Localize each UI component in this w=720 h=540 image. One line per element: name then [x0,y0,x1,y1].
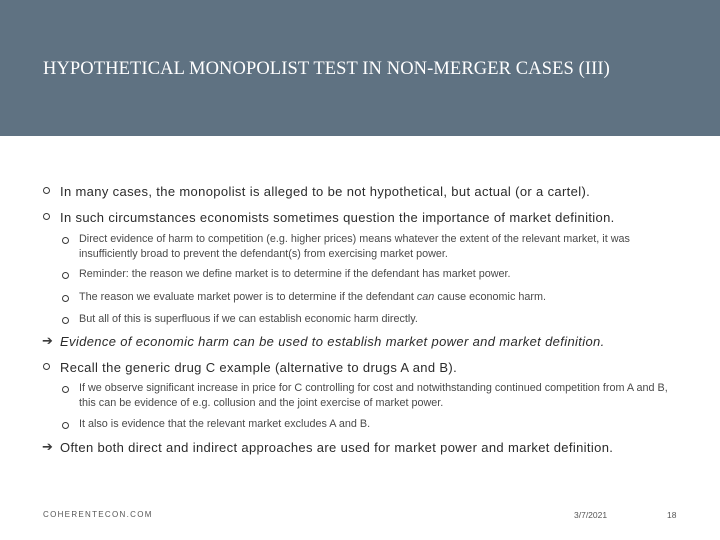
emphasis-text: can [416,291,435,303]
hollow-circle-icon [62,386,69,393]
page-number: 18 [667,510,677,520]
sub-bullet-text: It also is evidence that the relevant market excludes A and B. [79,418,371,430]
sub-bullet-text: Reminder: the reason we define market is to determine if the defendant has market power. [79,268,511,280]
hollow-circle-icon [43,187,50,194]
bullet-text: In such circumstances economists sometimes question the importance of market definition. [60,210,615,225]
sub-bullet-text-part: cause economic harm. [434,291,546,303]
slide-title: HYPOTHETICAL MONOPOLIST TEST IN NON-MERGER CASES (III) [43,59,610,79]
sub-bullet-text: If we observe significant increase in price for C controlling for cost and notwithstanding continued competition from A and B, this can be evidence of e.g. collusion and the joint exercise of market power. [79,382,668,409]
right-arrow-icon: ➔ [42,334,53,349]
hollow-circle-icon [62,295,69,302]
conclusion-text: Evidence of economic harm can be used to establish market power and market definition. [60,334,605,349]
title-banner [0,0,720,136]
hollow-circle-icon [62,422,69,429]
right-arrow-icon: ➔ [42,440,53,455]
sub-bullet-text: But all of this is superfluous if we can establish economic harm directly. [79,313,418,325]
hollow-circle-icon [62,317,69,324]
hollow-circle-icon [62,237,69,244]
footer-website: COHERENTECON.COM [43,510,153,519]
hollow-circle-icon [43,363,50,370]
hollow-circle-icon [43,213,50,220]
bullet-text: In many cases, the monopolist is alleged to be not hypothetical, but actual (or a cartel). [60,184,591,199]
conclusion-text: Often both direct and indirect approaches are used for market power and market definition. [60,440,614,455]
footer-date: 3/7/2021 [574,510,608,520]
sub-bullet-text-part: The reason we evaluate market power is to determine if the defendant [79,291,417,303]
bullet-text: Recall the generic drug C example (alternative to drugs A and B). [60,360,458,375]
sub-bullet-text [79,290,546,305]
sub-bullet-text: Direct evidence of harm to competition (e.g. higher prices) means whatever the extent of the relevant market, it was insufficiently broad to prevent the defendant(s) from exercising market power. [79,233,630,260]
hollow-circle-icon [62,272,69,279]
